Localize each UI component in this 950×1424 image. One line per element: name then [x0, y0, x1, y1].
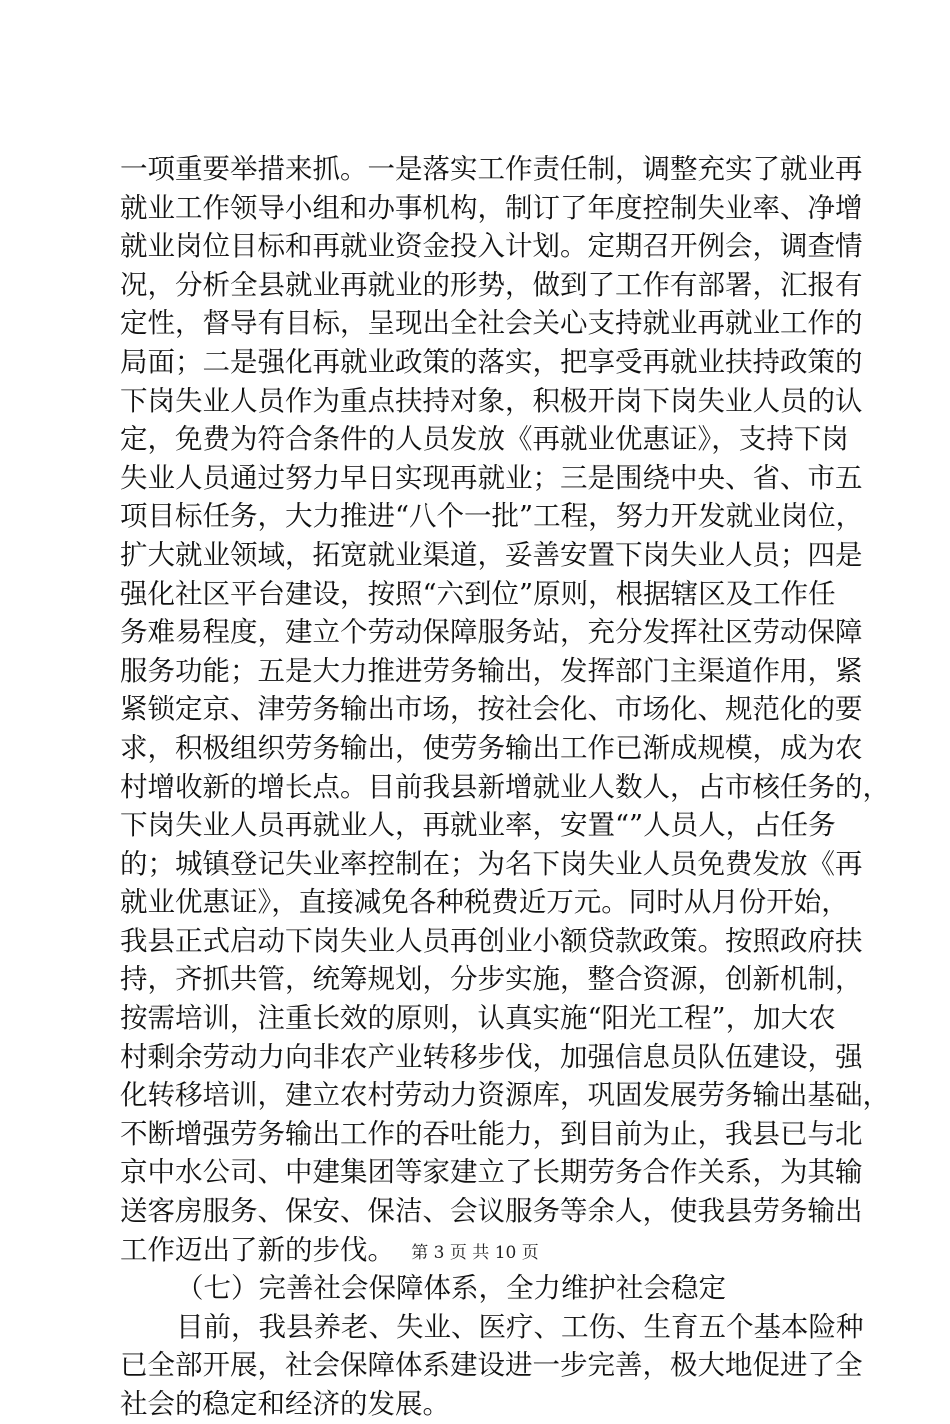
text-line: 局面；二是强化再就业政策的落实，把享受再就业扶持政策的 [120, 345, 863, 378]
text-line: 的；城镇登记失业率控制在；为名下岗失业人员免费发放《再 [120, 847, 863, 880]
text-line: 村剩余劳动力向非农产业转移步伐，加强信息员队伍建设，强 [120, 1040, 863, 1073]
text-line: 失业人员通过努力早日实现再就业；三是围绕中央、省、市五 [120, 461, 863, 494]
text-line: 项目标任务，大力推进“八个一批”工程，努力开发就业岗位， [120, 500, 864, 533]
text-line: 目前，我县养老、失业、医疗、工伤、生育五个基本险种 [176, 1310, 864, 1343]
text-line: 我县正式启动下岗失业人员再创业小额贷款政策。按照政府扶 [120, 924, 863, 957]
paragraph-1 [120, 150, 890, 1269]
text-line: 已全部开展，社会保障体系建设进一步完善，极大地促进了全 [120, 1349, 863, 1382]
text-line: 不断增强劳务输出工作的吞吐能力，到目前为止，我县已与北 [120, 1117, 863, 1150]
text-line: 务难易程度，建立个劳动保障服务站，充分发挥社区劳动保障 [120, 616, 863, 649]
text-line: 扩大就业领域，拓宽就业渠道，妥善安置下岗失业人员；四是 [120, 538, 863, 571]
text-line: 按需培训，注重长效的原则，认真实施“阳光工程”，加大农 [120, 1002, 836, 1035]
text-line: 强化社区平台建设，按照“六到位”原则，根据辖区及工作任 [120, 577, 836, 610]
text-line: 定，免费为符合条件的人员发放《再就业优惠证》，支持下岗 [120, 423, 849, 456]
text-line: 求，积极组织劳务输出，使劳务输出工作已渐成规模，成为农 [120, 731, 863, 764]
text-line: 定性，督导有目标，呈现出全社会关心支持就业再就业工作的 [120, 307, 863, 340]
text-line: 就业工作领导小组和办事机构，制订了年度控制失业率、净增 [120, 191, 863, 224]
text-line: 社会的稳定和经济的发展。 [120, 1388, 450, 1420]
text-line: 工作迈出了新的步伐。 [120, 1233, 395, 1266]
text-line: 下岗失业人员作为重点扶持对象，积极开岗下岗失业人员的认 [120, 384, 863, 417]
paragraph-2 [120, 1308, 864, 1424]
text-line: 持，齐抓共管，统筹规划，分步实施，整合资源，创新机制， [120, 963, 863, 996]
text-line: 就业优惠证》，直接减免各种税费近万元。同时从月份开始， [120, 886, 849, 919]
document-body [120, 150, 890, 1424]
section-heading: （七）完善社会保障体系，全力维护社会稳定 [176, 1272, 726, 1305]
text-line: 京中水公司、中建集团等家建立了长期劳务合作关系，为其输 [120, 1156, 863, 1189]
text-line: 就业岗位目标和再就业资金投入计划。定期召开例会，调查情 [120, 230, 863, 263]
text-line: 化转移培训，建立农村劳动力资源库，巩固发展劳务输出基础， [120, 1079, 890, 1112]
text-line: 村增收新的增长点。目前我县新增就业人数人，占市核任务的， [120, 770, 890, 803]
page-number-footer: 第 3 页 共 10 页 [411, 1243, 539, 1263]
text-line: 服务功能；五是大力推进劳务输出，发挥部门主渠道作用，紧 [120, 654, 863, 687]
text-line: 送客房服务、保安、保洁、会议服务等余人，使我县劳务输出 [120, 1195, 863, 1228]
text-line: 下岗失业人员再就业人，再就业率，安置“”人员人，占任务 [120, 809, 836, 842]
text-line: 一项重要举措来抓。一是落实工作责任制，调整充实了就业再 [120, 153, 863, 185]
text-line: 况，分析全县就业再就业的形势，做到了工作有部署，汇报有 [120, 268, 863, 301]
text-line: 紧锁定京、津劳务输出市场，按社会化、市场化、规范化的要 [120, 693, 863, 726]
